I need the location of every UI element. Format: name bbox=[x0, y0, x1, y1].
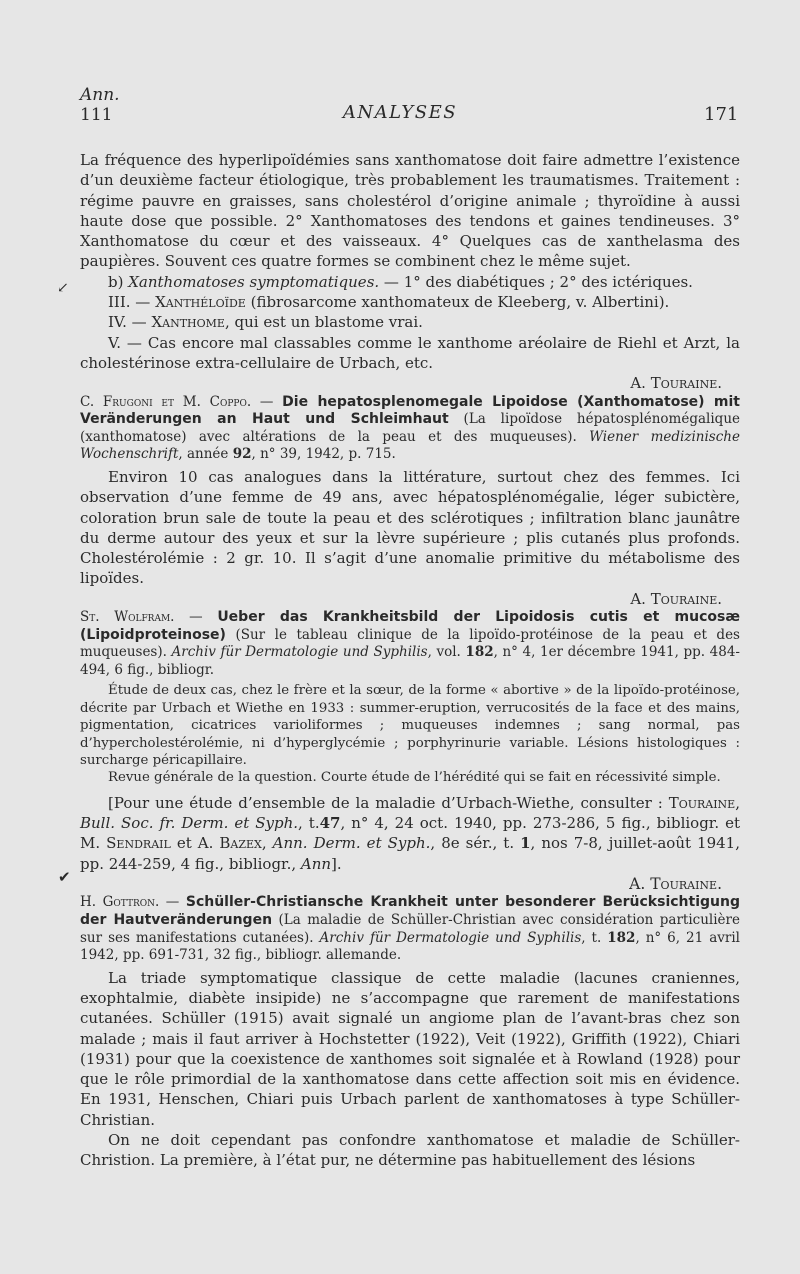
signature: A. Touraine. bbox=[630, 589, 722, 608]
intro-item-v: V. — Cas encore mal classables comme le xanthome aréolaire de Riehl et Arzt, la cholestérinose extra-cellulaire de Urbach, etc. bbox=[80, 333, 740, 372]
article-body: La triade symptomatique classique de cette maladie (lacunes craniennes, exophtalmie, diabète insipide) ne s’accompagne que rarement de manifestations cutanées. Schüller (1915) avait signalé un angiome plan de l’avant-bras chez son malade ; mais il faut arriver à Hochstetter (1922), Veit (1922), Griffith (1922), Chiari (1931) pour que la coexistence de xanthomes soit signalée et à Rowland (1928) pour que le rôle primordial de la xanthomatose dans cette affection soit mis en évidence. En 1931, Henschen, Chiari puis Urbach parlent de xanthomatoses à type Schüller-Christian. bbox=[80, 968, 740, 1129]
annotation-ann: Ann. bbox=[80, 85, 120, 105]
article-body: Étude de deux cas, chez le frère et la sœur, de la forme « abortive » de la lipoïdo-protéinose, décrite par Urbach et Wiethe en 1933 : summer-eruption, verrucosités de la face et des mains, pigmentation, cicatrices varioliformes ; muqueuses indemnes ; sang normal, pas d’hypercholestérolémie, ni d’hyperglycémie ; porphyrinurie variable. Lésions histologiques : surcharge péricapillaire. bbox=[80, 683, 740, 769]
article-heading: C. Frugoni et M. Coppo. — Die hepatosplenomegale Lipoidose (Xanthomatose) mit Veränderungen an Haut und Schleimhaut (La lipoïdose hépatosplénomégalique (xanthomatose) avec altérations de la peau et des muqueuses). Wiener medizinische Wochenschrift, année 92, n° 39, 1942, p. 715. bbox=[80, 393, 740, 463]
editor-note: [Pour une étude d’ensemble de la maladie d’Urbach-Wiethe, consulter : Touraine, Bull. Soc. fr. Derm. et Syph., t.47, n° 4, 24 oct. 1940, pp. 273-286, 5 fig., bibliogr. et M. Sendrail et A. Bazex, Ann. Derm. et Syph., 8e sér., t. 1, nos 7-8, juillet-août 1941, pp. 244-259, 4 fig., bibliogr., Ann]. bbox=[80, 793, 740, 873]
page-number: 171 bbox=[704, 104, 739, 125]
article-heading: H. Gottron. — Schüller-Christiansche Krankheit unter besonderer Berücksichtigung der Hautveränderungen (La maladie de Schüller-Christian avec considération particulière sur ses manifestations cutanées). Archiv für Dermatologie und Syphilis, t. 182, n° 6, 21 avril 1942, pp. 691-731, 32 fig., bibliogr. allemande. bbox=[80, 894, 740, 964]
intro-item-iii: III. — Xanthéloïde (fibrosarcome xanthomateux de Kleeberg, v. Albertini). bbox=[108, 293, 670, 312]
article-body: On ne doit cependant pas confondre xanthomatose et maladie de Schüller-Christion. La première, à l’état pur, ne détermine pas habituellement des lésions bbox=[80, 1131, 740, 1170]
annotation-number: 111 bbox=[80, 105, 113, 125]
margin-mark-arrow: ↙ bbox=[57, 280, 69, 296]
intro-item-iv: IV. — Xanthome, qui est un blastome vrai. bbox=[108, 313, 423, 332]
signature: A. Touraine. bbox=[629, 875, 722, 894]
page-body bbox=[80, 150, 740, 1171]
intro-item-b: b) Xanthomatoses symptomatiques. — 1° des diabétiques ; 2° des ictériques. bbox=[108, 272, 693, 291]
article-heading: St. Wolfram. — Ueber das Krankheitsbild der Lipoidosis cutis et mucosæ (Lipoidproteinose) (Sur le tableau clinique de la lipoïdo-protéinose de la peau et des muqueuses). Archiv für Dermatologie und Syphilis, vol. 182, n° 4, 1er décembre 1941, pp. 484-494, 6 fig., bibliogr. bbox=[80, 609, 740, 678]
signature: A. Touraine. bbox=[630, 374, 722, 393]
margin-mark-check: ✔ bbox=[58, 868, 71, 886]
intro-paragraph: La fréquence des hyperlipoïdémies sans xanthomatose doit faire admettre l’existence d’un deuxième facteur étiologique, très probablement les traumatismes. Traitement : régime pauvre en graisses, sans cholestérol d’origine animale ; thyroïdine à aussi haute dose que possible. 2° Xanthomatoses des tendons et gaines tendineuses. 3° Xanthomatose du cœur et des vaisseaux. 4° Quelques cas de xanthelasma des paupières. Souvent ces quatre formes se combinent chez le même sujet. bbox=[80, 151, 740, 271]
article-body: Environ 10 cas analogues dans la littérature, surtout chez des femmes. Ici observation d’une femme de 49 ans, avec hépatosplénomégalie, léger subictère, coloration brun sale de toute la peau et des sclérotiques ; infiltration blanc jaunâtre du derme autour des yeux et sur la lèvre supérieure ; plis cutanés plus profonds. Cholestérolémie : 2 gr. 10. Il s’agit d’une anomalie primitive du métabolisme des lipoïdes. bbox=[80, 467, 740, 588]
article-body: Revue générale de la question. Courte étude de l’hérédité qui se fait en récessivité simple. bbox=[108, 770, 721, 786]
running-title: ANALYSES bbox=[342, 102, 458, 123]
